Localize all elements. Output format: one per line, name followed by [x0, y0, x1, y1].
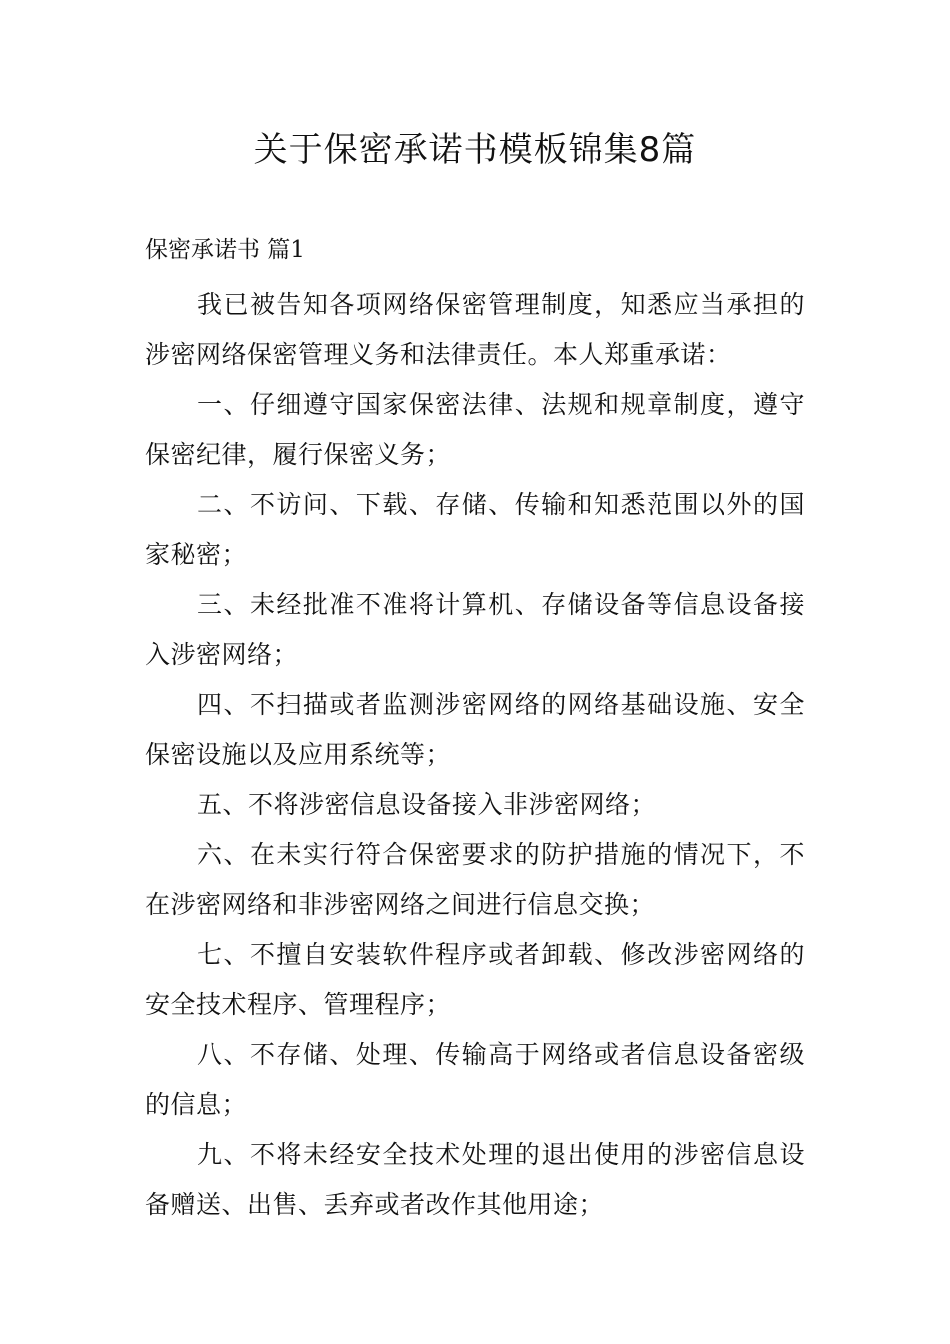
paragraph-item-4: 四、不扫描或者监测涉密网络的网络基础设施、安全保密设施以及应用系统等；: [145, 690, 805, 769]
paragraph-item-1: 一、仔细遵守国家保密法律、法规和规章制度，遵守保密纪律，履行保密义务；: [145, 390, 805, 469]
paragraph-item-3: 三、未经批准不准将计算机、存储设备等信息设备接入涉密网络；: [145, 590, 805, 669]
paragraph-intro: 我已被告知各项网络保密管理制度，知悉应当承担的涉密网络保密管理义务和法律责任。本人郑重承诺：: [145, 290, 805, 369]
document-body: [145, 280, 805, 1230]
paragraph-item-7: 七、不擅自安装软件程序或者卸载、修改涉密网络的安全技术程序、管理程序；: [145, 940, 805, 1019]
paragraph-item-5: 五、不将涉密信息设备接入非涉密网络；: [197, 790, 657, 819]
paragraph-item-9: 九、不将未经安全技术处理的退出使用的涉密信息设备赠送、出售、丢弃或者改作其他用途；: [145, 1140, 805, 1219]
paragraph-item-6: 六、在未实行符合保密要求的防护措施的情况下，不在涉密网络和非涉密网络之间进行信息交换；: [145, 840, 805, 919]
paragraph-item-2: 二、不访问、下载、存储、传输和知悉范围以外的国家秘密；: [145, 490, 805, 569]
document-title: 关于保密承诺书模板锦集8篇: [253, 130, 697, 170]
section-heading: 保密承诺书 篇1: [145, 237, 305, 263]
paragraph-item-8: 八、不存储、处理、传输高于网络或者信息设备密级的信息；: [145, 1040, 805, 1119]
